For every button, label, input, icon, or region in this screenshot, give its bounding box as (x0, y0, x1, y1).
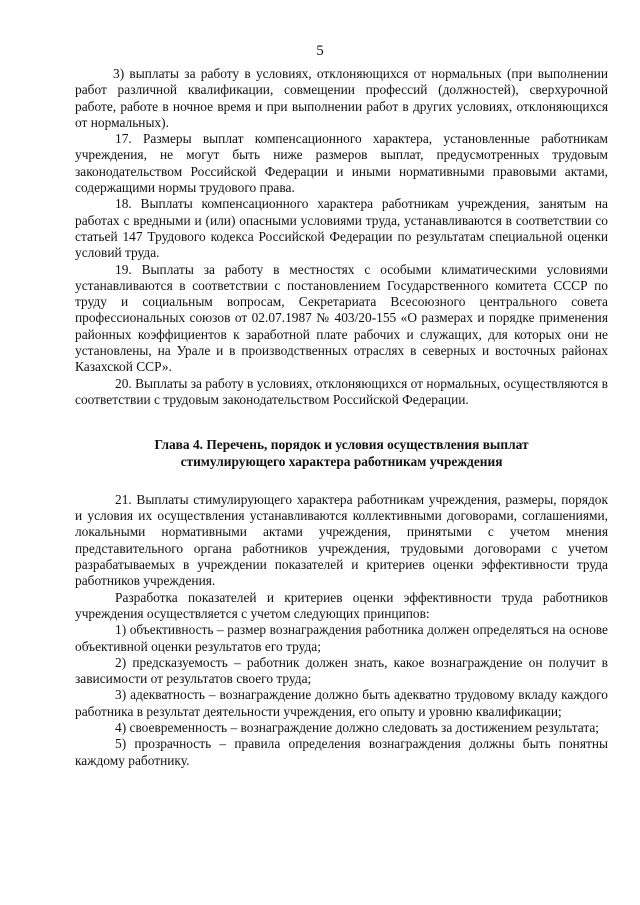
principle-transparency: 5) прозрачность – правила определения вознаграждения должны быть понятны каждому работнику. (75, 736, 608, 768)
page-number: 5 (316, 43, 324, 59)
principles-intro: Разработка показателей и критериев оценки эффективности труда работников учреждения осуществляется с учетом следующих принципов: (75, 589, 608, 621)
paragraph-19: 19. Выплаты за работу в местностях с особыми климатическими условиями устанавливаются в соответствии с постановлением Государственного комитета СССР по труду и социальным вопросам, Секретариата Всесоюзного центрального совета профессиональных союзов от 02.07.1987 № 403/20-155 «О размерах и порядке применения районных коэффициентов к заработной плате рабочих и служащих, для которых они не установлены, на Урале и в производственных отраслях в северных и восточных районах Казахской ССР». (75, 261, 608, 375)
document-body (75, 66, 608, 769)
principle-adequacy: 3) адекватность – вознаграждение должно быть адекватно трудовому вкладу каждого работника в результат деятельности учреждения, его опыту и уровню квалификации; (75, 687, 608, 719)
principle-objectivity: 1) объективность – размер вознаграждения работника должен определяться на основе объективной оценки результатов его труда; (75, 622, 608, 654)
paragraph-18: 18. Выплаты компенсационного характера работникам учреждения, занятым на работах с вредными и (или) опасными условиями труда, устанавливаются в соответствии со статьей 147 Трудового кодекса Российской Федерации по результатам специальной оценки условий труда. (75, 196, 608, 261)
paragraph-17: 17. Размеры выплат компенсационного характера, установленные работникам учреждения, не могут быть ниже размеров выплат, предусмотренных трудовым законодательством Российской Федерации и иными нормативными правовыми актами, содержащими нормы трудового права. (75, 131, 608, 196)
chapter-heading-line-1: Глава 4. Перечень, порядок и условия осуществления выплат (154, 437, 529, 453)
paragraph-21: 21. Выплаты стимулирующего характера работникам учреждения, размеры, порядок и условия их осуществления устанавливаются коллективными договорами, соглашениями, локальными нормативными актами учреждения, принятыми с учетом мнения представительного органа работников учреждения, трудовыми договорами с учетом разрабатываемых в учреждении показателей и критериев оценки эффективности труда работников учреждения. (75, 491, 608, 589)
paragraph-20: 20. Выплаты за работу в условиях, отклоняющихся от нормальных, осуществляются в соответствии с трудовым законодательством Российской Федерации. (75, 375, 608, 407)
chapter-heading-line-2: стимулирующего характера работникам учреждения (180, 453, 503, 469)
principle-timeliness: 4) своевременность – вознаграждение должно следовать за достижением результата; (115, 719, 600, 735)
principle-predictability: 2) предсказуемость – работник должен знать, какое вознаграждение он получит в зависимости от результатов своего труда; (75, 654, 608, 687)
chapter-heading (75, 437, 608, 470)
paragraph-item-3: 3) выплаты за работу в условиях, отклоняющихся от нормальных (при выполнении работ различной квалификации, совмещении профессий (должностей), сверхурочной работе, работе в ночное время и при выполнении работ в других условиях, отклоняющихся от нормальных). (75, 66, 608, 130)
